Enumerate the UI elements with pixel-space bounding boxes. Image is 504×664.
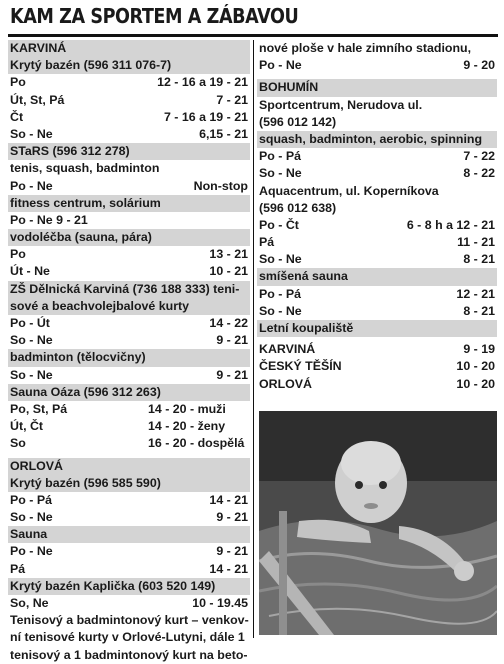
line-hours: 16 - 20 - dospělá	[148, 436, 245, 451]
line-hours: 10 - 19.45	[192, 596, 248, 610]
left-line	[8, 178, 250, 195]
line-hours: 14 - 21	[209, 492, 248, 507]
line-label: STaRS (596 312 278)	[10, 144, 130, 159]
line-label: So - Ne	[10, 367, 53, 382]
line-label: Út, Čt	[10, 419, 44, 434]
right-column	[257, 40, 497, 393]
line-hours: 9 - 21	[216, 367, 248, 382]
left-line	[8, 578, 250, 595]
left-line	[8, 246, 250, 263]
line-label: Po - Pá	[10, 492, 52, 507]
line-label: Po, St, Pá	[10, 401, 68, 416]
left-line	[8, 212, 250, 229]
right-line	[257, 341, 497, 358]
line-label: sové a beachvolejbalové kurty	[10, 298, 190, 313]
left-line	[8, 492, 250, 509]
left-line	[8, 647, 250, 664]
left-line	[8, 40, 250, 57]
line-hours: 14 - 21	[209, 561, 248, 576]
left-line	[8, 349, 250, 366]
line-label: Krytý bazén (596 311 076-7)	[10, 58, 172, 73]
line-label: vodoléčba (sauna, pára)	[10, 230, 152, 245]
left-line	[8, 92, 250, 109]
left-line	[8, 612, 250, 629]
left-line	[8, 281, 250, 298]
line-label: Sauna	[10, 527, 48, 542]
line-label: Po - Pá	[259, 286, 301, 301]
line-hours: 9 - 21	[216, 510, 248, 525]
page-title: KAM ZA SPORTEM A ZÁBAVOU	[10, 4, 299, 28]
line-label: Sauna Oáza (596 312 263)	[10, 384, 161, 399]
line-label: Út - Ne	[10, 264, 50, 279]
line-label: KARVINÁ	[259, 342, 316, 357]
left-line	[8, 229, 250, 246]
line-hours: 8 - 21	[463, 252, 495, 267]
left-line	[8, 57, 250, 74]
right-line	[257, 200, 497, 217]
line-label: ORLOVÁ	[259, 376, 313, 391]
right-line	[257, 165, 497, 182]
line-hours: 9 - 19	[463, 342, 495, 357]
left-line	[8, 475, 250, 492]
line-label: Po	[10, 247, 26, 262]
line-label: Po - Út	[10, 316, 50, 330]
title-rule	[8, 34, 498, 37]
line-label: Po - Čt	[259, 217, 299, 232]
column-divider	[253, 40, 254, 638]
left-line	[8, 315, 250, 332]
line-hours: 6,15 - 21	[199, 126, 248, 141]
line-label: So - Ne	[10, 126, 53, 141]
right-line	[257, 57, 497, 74]
left-line	[8, 418, 250, 435]
line-label: squash, badminton, aerobic, spinning	[259, 131, 483, 146]
line-hours: 13 - 21	[209, 247, 248, 262]
left-line	[8, 367, 250, 384]
left-line	[8, 126, 250, 143]
line-label: (596 012 142)	[259, 114, 337, 129]
right-line	[257, 114, 497, 131]
line-label: So - Ne	[259, 166, 302, 181]
left-line	[8, 595, 250, 612]
line-label: nové ploše v hale zimního stadionu,	[259, 41, 472, 55]
line-label: Aquacentrum, ul. Koperníkova	[259, 183, 439, 198]
left-line	[8, 401, 250, 418]
line-label: badminton (tělocvičny)	[10, 350, 146, 365]
line-hours: 14 - 20 - muži	[148, 401, 226, 416]
left-line	[8, 543, 250, 560]
left-line	[8, 298, 250, 315]
line-label: tenisový a 1 badmintonový kurt na beto-	[10, 647, 248, 662]
line-label: So - Ne	[10, 510, 53, 525]
line-hours: 11 - 21	[457, 235, 495, 250]
line-hours: 14 - 22	[209, 316, 248, 330]
left-line	[8, 629, 250, 646]
left-line	[8, 561, 250, 578]
left-line	[8, 74, 250, 91]
line-label: smíšená sauna	[259, 269, 348, 284]
right-line	[257, 303, 497, 320]
line-label: So, Ne	[10, 596, 49, 610]
right-line	[257, 286, 497, 303]
line-label: Po - Pá	[259, 149, 301, 164]
line-hours: 12 - 21	[456, 286, 495, 301]
line-label: Po	[10, 75, 26, 90]
line-label: So - Ne	[10, 333, 53, 348]
line-label: BOHUMÍN	[259, 80, 319, 95]
right-line	[257, 183, 497, 200]
right-line	[257, 376, 497, 393]
line-label: Pá	[259, 235, 275, 250]
line-label: Krytý bazén (596 585 590)	[10, 475, 161, 490]
right-line	[257, 320, 497, 337]
line-label: Letní koupaliště	[259, 321, 354, 335]
line-label: So - Ne	[259, 303, 302, 318]
line-hours: 9 - 21	[216, 544, 248, 559]
left-line	[8, 526, 250, 543]
right-line	[257, 217, 497, 234]
right-line	[257, 358, 497, 375]
left-line	[8, 160, 250, 177]
left-line	[8, 384, 250, 401]
left-line	[8, 263, 250, 280]
right-line	[257, 40, 497, 57]
right-line	[257, 131, 497, 148]
line-label: Po - Ne 9 - 21	[10, 212, 88, 227]
left-line	[8, 332, 250, 349]
line-label: ORLOVÁ	[10, 458, 64, 473]
line-hours: 7 - 21	[216, 92, 248, 107]
line-hours: 7 - 16 a 19 - 21	[163, 109, 248, 124]
line-label: So - Ne	[259, 252, 302, 267]
line-hours: 8 - 21	[463, 303, 495, 318]
line-label: tenis, squash, badminton	[10, 161, 160, 176]
line-label: Čt	[10, 109, 24, 124]
line-label: Sportcentrum, Nerudova ul.	[259, 97, 423, 112]
line-label: Po - Ne	[10, 544, 53, 559]
line-hours: 6 - 8 h a 12 - 21	[406, 217, 495, 232]
right-line	[257, 251, 497, 268]
line-hours: 10 - 20	[456, 359, 495, 374]
left-line	[8, 109, 250, 126]
right-line	[257, 97, 497, 114]
baby-swimming-photo	[259, 411, 497, 635]
right-line	[257, 234, 497, 251]
line-hours: 8 - 22	[463, 166, 495, 181]
line-label: So	[10, 436, 26, 451]
line-label: KARVINÁ	[10, 41, 67, 55]
left-line	[8, 435, 250, 452]
line-label: Tenisový a badmintonový kurt – venkov-	[10, 613, 249, 628]
left-line	[8, 143, 250, 160]
right-line	[257, 268, 497, 285]
left-column	[8, 40, 250, 664]
right-line	[257, 148, 497, 165]
right-line	[257, 79, 497, 96]
left-line	[8, 458, 250, 475]
line-hours: 9 - 20	[463, 58, 495, 73]
line-hours: Non-stop	[193, 178, 248, 193]
line-label: ČESKÝ TĚŠÍN	[259, 359, 342, 374]
line-label: Po - Ne	[10, 178, 53, 193]
line-label: Út, St, Pá	[10, 92, 65, 107]
line-hours: 12 - 16 a 19 - 21	[157, 75, 248, 90]
left-line	[8, 509, 250, 526]
line-label: Pá	[10, 561, 26, 576]
left-line	[8, 195, 250, 212]
line-hours: 10 - 21	[209, 264, 248, 279]
line-hours: 7 - 22	[463, 149, 495, 164]
line-label: fitness centrum, solárium	[10, 195, 161, 210]
line-label: Po - Ne	[259, 58, 302, 73]
line-label: Krytý bazén Kaplička (603 520 149)	[10, 578, 216, 593]
line-hours: 9 - 21	[216, 333, 248, 348]
line-label: ní tenisové kurty v Orlové-Lutyni, dále 1	[10, 630, 245, 645]
line-hours: 14 - 20 - ženy	[148, 419, 226, 434]
line-label: (596 012 638)	[259, 200, 337, 215]
line-hours: 10 - 20	[456, 376, 495, 391]
line-label: ZŠ Dělnická Karviná (736 188 333) teni-	[10, 281, 240, 296]
